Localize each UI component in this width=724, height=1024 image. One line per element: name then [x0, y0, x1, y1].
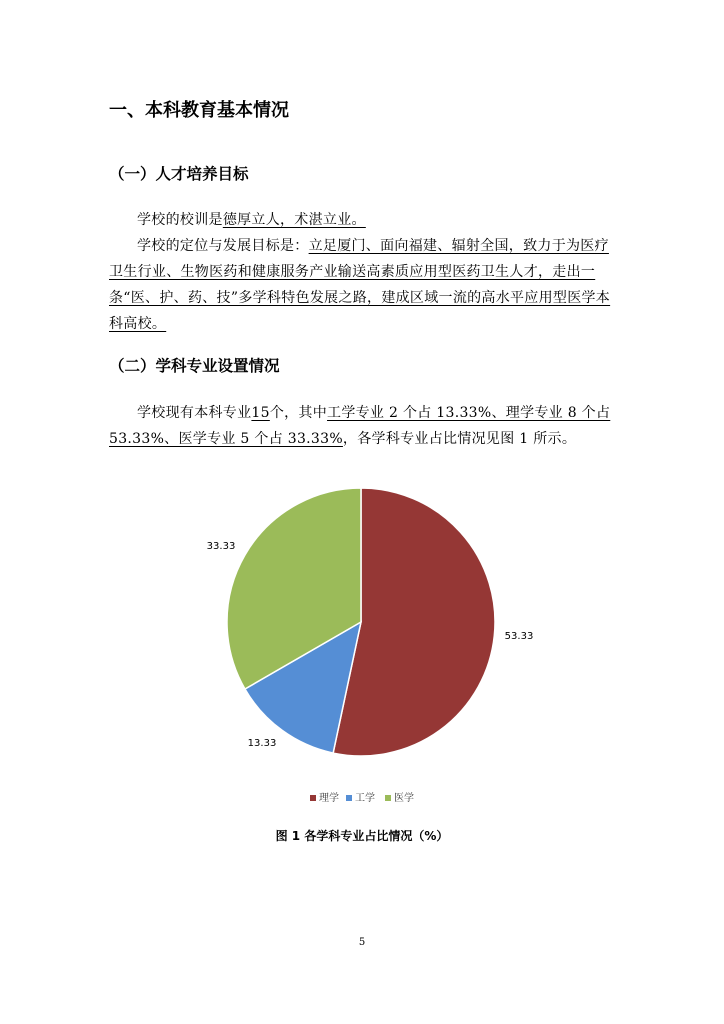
positioning-goal: 立足厦门、面向福建、辐射全国，致力于为医疗卫生行业、生物医药和健康服务产业输送高素质应用型医药卫生人才，走出一条“医、护、药、技”多学科特色发展之路，建成区域一流的高水平应用型医学本科高校。 [109, 238, 611, 332]
discipline-text-c: 个，其中 [269, 405, 328, 421]
legend-swatch-1 [310, 795, 316, 801]
positioning-prefix: 学校的定位与发展目标是： [137, 238, 309, 254]
legend-label-1: 理学 [319, 793, 339, 804]
motto-prefix: 学校的校训是 [137, 212, 223, 228]
figure-caption: 图 1 各学科专业占比情况（%） [275, 829, 449, 843]
legend-label-3: 医学 [394, 793, 414, 804]
subsection-heading-1: （一）人才培养目标 [109, 165, 249, 183]
discipline-text-a: 学校现有本科专业 [137, 405, 252, 421]
data-label-2: 13.33 [247, 738, 277, 749]
section-heading-1: 一、本科教育基本情况 [109, 100, 289, 121]
legend-swatch-2 [346, 795, 352, 801]
discipline-breakdown: 工学专业 2 个占 13.33%、理学专业 8 个占 53.33%、医学专业 5 个占 33.33% [109, 405, 611, 447]
data-label-3: 33.33 [206, 541, 236, 552]
legend-label-2: 工学 [355, 793, 375, 804]
subsection-heading-2: （二）学科专业设置情况 [109, 357, 280, 375]
motto-text: 德厚立人，术湛立业。 [222, 212, 366, 228]
data-label-1: 53.33 [504, 631, 534, 642]
legend-swatch-3 [385, 795, 391, 801]
discipline-text-e: ，各学科专业占比情况见图 1 所示。 [342, 431, 577, 447]
major-count: 15 [251, 405, 270, 421]
page-number: 5 [358, 937, 366, 948]
